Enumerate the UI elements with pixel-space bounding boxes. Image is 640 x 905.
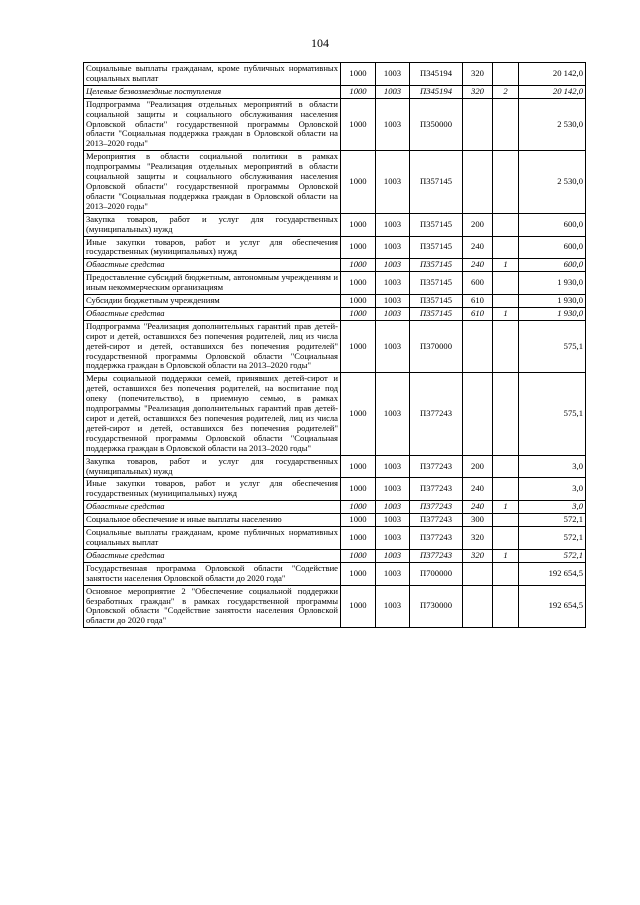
expense-type-cell [463, 320, 493, 373]
table-row [84, 478, 586, 501]
table-row [84, 320, 586, 373]
funding-source-cell [493, 236, 519, 259]
target-article-cell: П377243 [410, 373, 463, 455]
amount-cell: 572,1 [519, 549, 586, 562]
expense-type-cell: 300 [463, 514, 493, 527]
expense-type-cell: 320 [463, 85, 493, 98]
subsection-code-cell: 1003 [376, 527, 410, 550]
target-article-cell: П357145 [410, 259, 463, 272]
target-article-cell: П377243 [410, 478, 463, 501]
expense-type-cell: 320 [463, 527, 493, 550]
funding-source-cell: 1 [493, 259, 519, 272]
section-code-cell: 1000 [341, 259, 376, 272]
funding-source-cell [493, 272, 519, 295]
target-article-cell: П345194 [410, 63, 463, 86]
subsection-code-cell: 1003 [376, 501, 410, 514]
amount-cell: 192 654,5 [519, 562, 586, 585]
row-name-cell: Подпрограмма "Реализация дополнительных гарантий прав детей-сирот и детей, оставшихся без попечения родителей, лиц из числа детей-сирот и детей, оставшихся без попечения родителей" государственной программы Орловской области "Социальная поддержка граждан в Орловской области на 2013–2020 годы" [84, 320, 341, 373]
amount-cell: 20 142,0 [519, 63, 586, 86]
amount-cell: 600,0 [519, 236, 586, 259]
table-row [84, 85, 586, 98]
target-article-cell: П377243 [410, 514, 463, 527]
row-name-cell: Социальные выплаты гражданам, кроме публичных нормативных социальных выплат [84, 527, 341, 550]
funding-source-cell [493, 527, 519, 550]
funding-source-cell: 1 [493, 501, 519, 514]
target-article-cell: П357145 [410, 295, 463, 308]
target-article-cell: П350000 [410, 98, 463, 151]
row-name-cell: Целевые безвозмездные поступления [84, 85, 341, 98]
table-row [84, 514, 586, 527]
expense-type-cell [463, 373, 493, 455]
section-code-cell: 1000 [341, 585, 376, 628]
funding-source-cell: 2 [493, 85, 519, 98]
amount-cell: 3,0 [519, 478, 586, 501]
target-article-cell: П370000 [410, 320, 463, 373]
target-article-cell: П357145 [410, 213, 463, 236]
page-number: 104 [311, 36, 329, 50]
amount-cell: 572,1 [519, 527, 586, 550]
target-article-cell: П730000 [410, 585, 463, 628]
expense-type-cell: 240 [463, 259, 493, 272]
subsection-code-cell: 1003 [376, 213, 410, 236]
funding-source-cell [493, 63, 519, 86]
expense-type-cell: 320 [463, 549, 493, 562]
target-article-cell: П377243 [410, 527, 463, 550]
funding-source-cell [493, 562, 519, 585]
subsection-code-cell: 1003 [376, 259, 410, 272]
section-code-cell: 1000 [341, 98, 376, 151]
section-code-cell: 1000 [341, 562, 376, 585]
amount-cell: 20 142,0 [519, 85, 586, 98]
amount-cell: 575,1 [519, 320, 586, 373]
row-name-cell: Закупка товаров, работ и услуг для государственных (муниципальных) нужд [84, 455, 341, 478]
amount-cell: 600,0 [519, 213, 586, 236]
amount-cell: 575,1 [519, 373, 586, 455]
budget-table [83, 62, 586, 628]
subsection-code-cell: 1003 [376, 295, 410, 308]
funding-source-cell [493, 213, 519, 236]
expense-type-cell: 600 [463, 272, 493, 295]
row-name-cell: Областные средства [84, 501, 341, 514]
table-row [84, 98, 586, 151]
section-code-cell: 1000 [341, 455, 376, 478]
row-name-cell: Областные средства [84, 307, 341, 320]
expense-type-cell: 610 [463, 295, 493, 308]
target-article-cell: П377243 [410, 455, 463, 478]
amount-cell: 192 654,5 [519, 585, 586, 628]
row-name-cell: Основное мероприятие 2 "Обеспечение социальной поддержки безработных граждан" в рамках государственной программы Орловской области "Содействие занятости населения Орловской области до 2020 года" [84, 585, 341, 628]
funding-source-cell [493, 455, 519, 478]
funding-source-cell: 1 [493, 549, 519, 562]
table-row [84, 236, 586, 259]
section-code-cell: 1000 [341, 236, 376, 259]
row-name-cell: Иные закупки товаров, работ и услуг для обеспечения государственных (муниципальных) нужд [84, 478, 341, 501]
amount-cell: 3,0 [519, 501, 586, 514]
expense-type-cell [463, 585, 493, 628]
subsection-code-cell: 1003 [376, 236, 410, 259]
target-article-cell: П357145 [410, 236, 463, 259]
funding-source-cell [493, 373, 519, 455]
amount-cell: 1 930,0 [519, 272, 586, 295]
funding-source-cell [493, 478, 519, 501]
expense-type-cell: 240 [463, 501, 493, 514]
row-name-cell: Социальные выплаты гражданам, кроме публичных нормативных социальных выплат [84, 63, 341, 86]
row-name-cell: Закупка товаров, работ и услуг для государственных (муниципальных) нужд [84, 213, 341, 236]
expense-type-cell [463, 562, 493, 585]
row-name-cell: Подпрограмма "Реализация отдельных мероприятий в области социальной защиты и социального обслуживания населения Орловской области" государственной программы Орловской области "Социальная поддержка граждан в Орловской области на 2013–2020 годы" [84, 98, 341, 151]
subsection-code-cell: 1003 [376, 373, 410, 455]
section-code-cell: 1000 [341, 320, 376, 373]
target-article-cell: П357145 [410, 307, 463, 320]
section-code-cell: 1000 [341, 478, 376, 501]
target-article-cell: П377243 [410, 501, 463, 514]
section-code-cell: 1000 [341, 213, 376, 236]
section-code-cell: 1000 [341, 527, 376, 550]
subsection-code-cell: 1003 [376, 549, 410, 562]
table-row [84, 272, 586, 295]
expense-type-cell: 200 [463, 213, 493, 236]
table-row [84, 527, 586, 550]
target-article-cell: П357145 [410, 272, 463, 295]
row-name-cell: Предоставление субсидий бюджетным, автономным учреждениям и иным некоммерческим организациям [84, 272, 341, 295]
amount-cell: 572,1 [519, 514, 586, 527]
funding-source-cell [493, 295, 519, 308]
table-row [84, 549, 586, 562]
amount-cell: 2 530,0 [519, 98, 586, 151]
subsection-code-cell: 1003 [376, 514, 410, 527]
table-row [84, 585, 586, 628]
row-name-cell: Областные средства [84, 259, 341, 272]
section-code-cell: 1000 [341, 514, 376, 527]
subsection-code-cell: 1003 [376, 478, 410, 501]
row-name-cell: Областные средства [84, 549, 341, 562]
expense-type-cell: 200 [463, 455, 493, 478]
row-name-cell: Мероприятия в области социальной политики в рамках подпрограммы "Реализация отдельных мероприятий в области социальной защиты и социального обслуживания населения Орловской области" государственной программы Орловской области "Социальная поддержка граждан в Орловской области на 2013–2020 годы" [84, 151, 341, 213]
section-code-cell: 1000 [341, 549, 376, 562]
subsection-code-cell: 1003 [376, 307, 410, 320]
section-code-cell: 1000 [341, 373, 376, 455]
funding-source-cell [493, 98, 519, 151]
table-row [84, 501, 586, 514]
section-code-cell: 1000 [341, 85, 376, 98]
section-code-cell: 1000 [341, 501, 376, 514]
funding-source-cell [493, 151, 519, 213]
table-row [84, 259, 586, 272]
expense-type-cell: 240 [463, 236, 493, 259]
funding-source-cell [493, 320, 519, 373]
subsection-code-cell: 1003 [376, 63, 410, 86]
subsection-code-cell: 1003 [376, 151, 410, 213]
table-row [84, 373, 586, 455]
amount-cell: 600,0 [519, 259, 586, 272]
subsection-code-cell: 1003 [376, 455, 410, 478]
expense-type-cell: 240 [463, 478, 493, 501]
amount-cell: 3,0 [519, 455, 586, 478]
section-code-cell: 1000 [341, 307, 376, 320]
expense-type-cell [463, 98, 493, 151]
subsection-code-cell: 1003 [376, 562, 410, 585]
subsection-code-cell: 1003 [376, 98, 410, 151]
subsection-code-cell: 1003 [376, 85, 410, 98]
expense-type-cell [463, 151, 493, 213]
table-row [84, 151, 586, 213]
table-row [84, 307, 586, 320]
target-article-cell: П377243 [410, 549, 463, 562]
subsection-code-cell: 1003 [376, 272, 410, 295]
expense-type-cell: 320 [463, 63, 493, 86]
row-name-cell: Субсидии бюджетным учреждениям [84, 295, 341, 308]
row-name-cell: Иные закупки товаров, работ и услуг для обеспечения государственных (муниципальных) нужд [84, 236, 341, 259]
amount-cell: 1 930,0 [519, 295, 586, 308]
table-row [84, 562, 586, 585]
subsection-code-cell: 1003 [376, 585, 410, 628]
section-code-cell: 1000 [341, 272, 376, 295]
target-article-cell: П700000 [410, 562, 463, 585]
target-article-cell: П357145 [410, 151, 463, 213]
row-name-cell: Социальное обеспечение и иные выплаты населению [84, 514, 341, 527]
table-row [84, 63, 586, 86]
subsection-code-cell: 1003 [376, 320, 410, 373]
funding-source-cell [493, 514, 519, 527]
amount-cell: 2 530,0 [519, 151, 586, 213]
expense-type-cell: 610 [463, 307, 493, 320]
table-row [84, 295, 586, 308]
section-code-cell: 1000 [341, 151, 376, 213]
table-row [84, 213, 586, 236]
amount-cell: 1 930,0 [519, 307, 586, 320]
section-code-cell: 1000 [341, 295, 376, 308]
row-name-cell: Государственная программа Орловской области "Содействие занятости населения Орловской области до 2020 года" [84, 562, 341, 585]
table-row [84, 455, 586, 478]
section-code-cell: 1000 [341, 63, 376, 86]
row-name-cell: Меры социальной поддержки семей, принявших детей-сирот и детей, оставшихся без попечения родителей, на воспитание под опеку (попечительство), в приемную семью, в рамках подпрограммы "Реализация дополнительных гарантий прав детей-сирот и детей, оставшихся без попечения родителей, лиц из числа детей-сирот и детей, оставшихся без попечения родителей" государственной программы Орловской области "Социальная поддержка граждан в Орловской области на 2013–2020 годы" [84, 373, 341, 455]
funding-source-cell: 1 [493, 307, 519, 320]
target-article-cell: П345194 [410, 85, 463, 98]
funding-source-cell [493, 585, 519, 628]
